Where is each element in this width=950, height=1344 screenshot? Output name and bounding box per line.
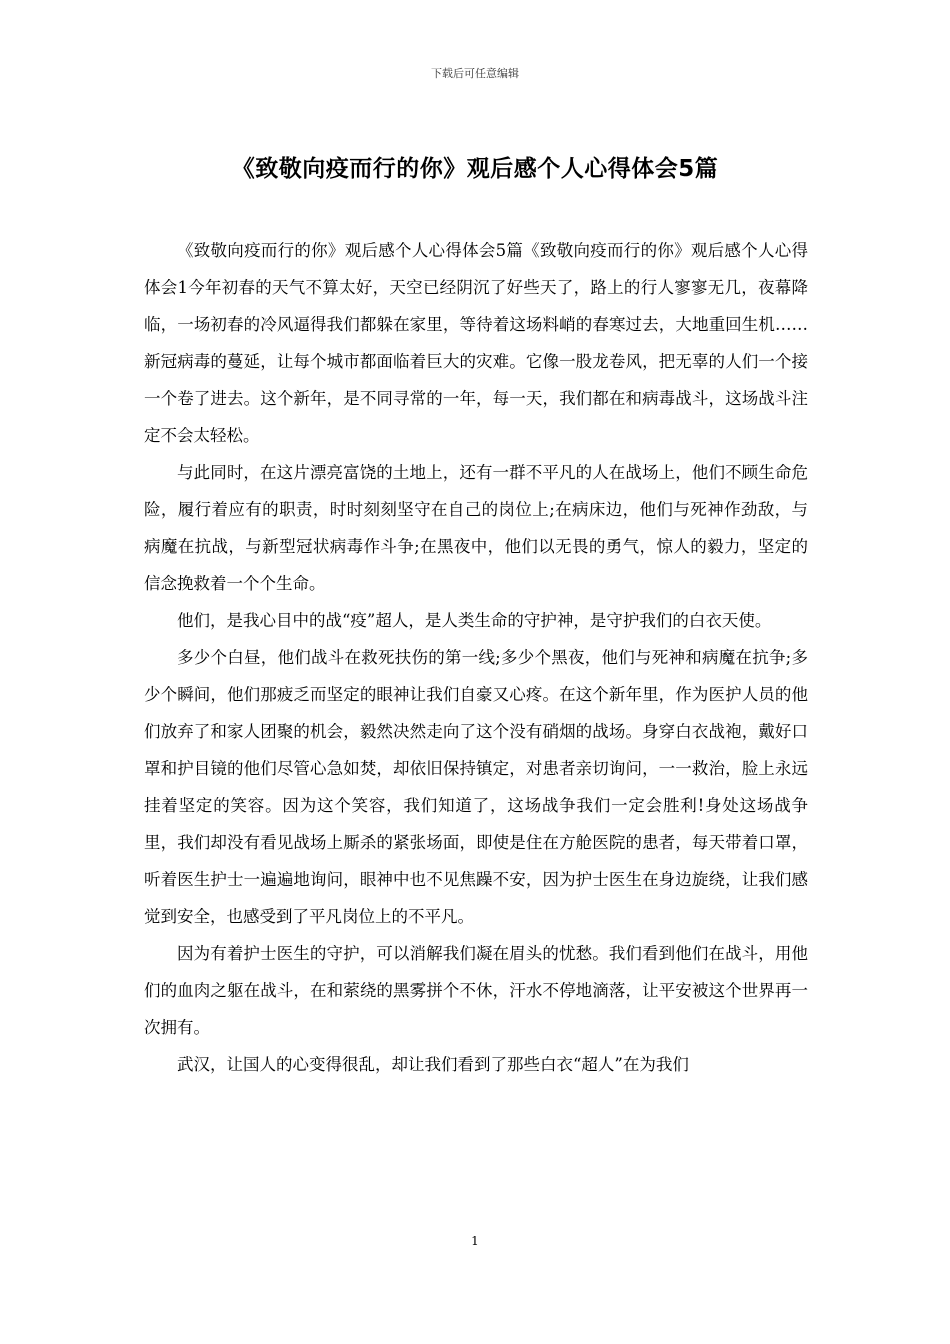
paragraph: 与此同时，在这片漂亮富饶的土地上，还有一群不平凡的人在战场上，他们不顾生命危险，履行着应有的职责，时时刻刻坚守在自己的岗位上;在病床边，他们与死神作劲敌，与病魔在抗战，与新型冠状病毒作斗争;在黑夜中，他们以无畏的勇气，惊人的毅力，坚定的信念挽救着一个个生命。 — [144, 463, 808, 593]
page-number: 1 — [471, 1234, 479, 1248]
paragraph: 多少个白昼，他们战斗在救死扶伤的第一线;多少个黑夜，他们与死神和病魔在抗争;多少个瞬间，他们那疲乏而坚定的眼神让我们自豪又心疼。在这个新年里，作为医护人员的他们放弃了和家人团聚的机会，毅然决然走向了这个没有硝烟的战场。身穿白衣战袍，戴好口罩和护目镜的他们尽管心急如焚，却依旧保持镇定，对患者亲切询问，一一救治，脸上永远挂着坚定的笑容。因为这个笑容，我们知道了，这场战争我们一定会胜利!身处这场战争里，我们却没有看见战场上厮杀的紧张场面，即使是住在方舱医院的患者，每天带着口罩，听着医生护士一遍遍地询问，眼神中也不见焦躁不安，因为护士医生在身边旋绕，让我们感觉到安全，也感受到了平凡岗位上的不平凡。 — [144, 648, 808, 926]
paragraph: 《致敬向疫而行的你》观后感个人心得体会5篇《致敬向疫而行的你》观后感个人心得体会1今年初春的天气不算太好，天空已经阴沉了好些天了，路上的行人寥寥无几，夜幕降临，一场初春的冷风逼得我们都躲在家里，等待着这场料峭的春寒过去，大地重回生机……新冠病毒的蔓延，让每个城市都面临着巨大的灾难。它像一股龙卷风，把无辜的人们一个接一个卷了进去。这个新年，是不同寻常的一年，每一天，我们都在和病毒战斗，这场战斗注定不会太轻松。 — [144, 241, 808, 445]
paragraph: 他们，是我心目中的战“疫”超人，是人类生命的守护神，是守护我们的白衣天使。 — [177, 611, 772, 630]
document-body — [144, 232, 808, 1083]
paragraph: 因为有着护士医生的守护，可以消解我们凝在眉头的忧愁。我们看到他们在战斗，用他们的血肉之躯在战斗，在和萦绕的黑雾拼个不休，汗水不停地滴落，让平安被这个世界再一次拥有。 — [144, 944, 808, 1037]
header-note: 下载后可任意编辑 — [431, 67, 519, 80]
document-title: 《致敬向疫而行的你》观后感个人心得体会5篇 — [231, 156, 719, 182]
paragraph: 武汉，让国人的心变得很乱，却让我们看到了那些白衣“超人”在为我们 — [177, 1055, 689, 1074]
